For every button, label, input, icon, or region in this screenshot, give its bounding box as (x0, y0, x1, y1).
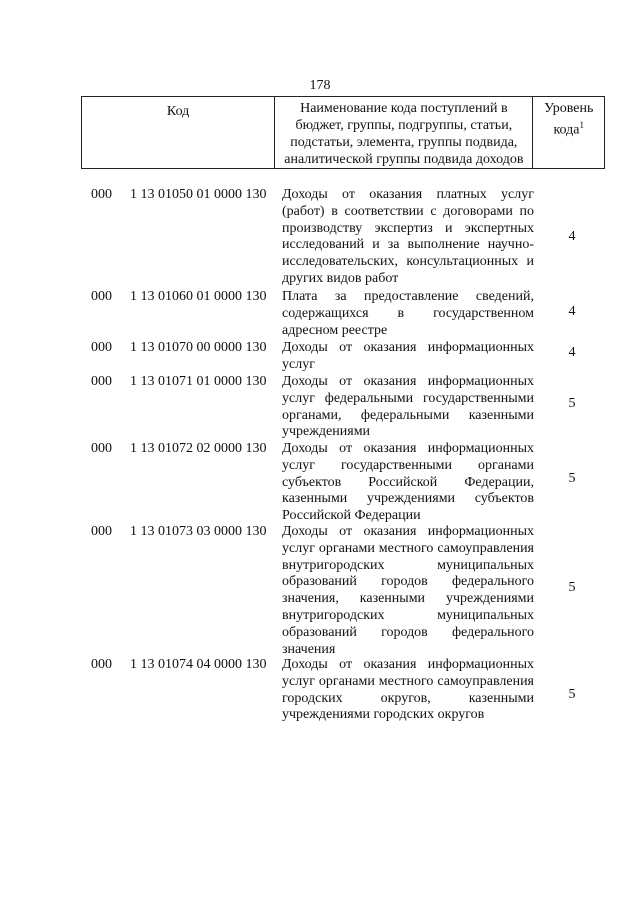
row-name: Доходы от оказания платных услуг (работ) в соответствии с договорами по производству экспертиз и экспертных исследований и за выполнение научно-исследовательских, консультационных и других видов работ (282, 187, 534, 286)
row-level: 4 (568, 345, 576, 360)
row-code: 1 13 01060 01 0000 130 (130, 289, 267, 304)
table-row (0, 657, 640, 747)
row-code: 1 13 01074 04 0000 130 (130, 657, 267, 672)
row-level: 4 (568, 304, 576, 319)
row-name: Плата за предоставление сведений, содержащихся в государственном адресном реестре (282, 289, 534, 338)
table-row (0, 187, 640, 297)
row-code: 1 13 01072 02 0000 130 (130, 441, 267, 456)
row-prefix: 000 (91, 374, 112, 389)
header-name: Наименование кода поступлений в бюджет, группы, подгруппы, статьи, подстатьи, элемента, группы подвида, аналитической группы подвида доходов (275, 97, 533, 169)
header-level-cell (533, 97, 605, 169)
row-code: 1 13 01050 01 0000 130 (130, 187, 267, 202)
row-name: Доходы от оказания информационных услуг государственными органами субъектов Российской Федерации, казенными учреждениями субъектов Российской Федерации (282, 441, 534, 524)
row-prefix: 000 (91, 187, 112, 202)
row-code: 1 13 01073 03 0000 130 (130, 524, 267, 539)
table-row (0, 340, 640, 375)
row-name: Доходы от оказания информационных услуг органами местного самоуправления внутригородских муниципальных образований городов федерального значения, казенными учреждениями внутригородских муниципальных образований городов федерального значения (282, 524, 534, 657)
row-name: Доходы от оказания информационных услуг органами местного самоуправления городских округов, казенными учреждениями городских округов (282, 657, 534, 723)
table-row (0, 374, 640, 442)
row-name: Доходы от оказания информационных услуг федеральными государственными органами, федеральными казенными учреждениями (282, 374, 534, 440)
row-level: 5 (568, 580, 576, 595)
row-prefix: 000 (91, 340, 112, 355)
row-code: 1 13 01070 00 0000 130 (130, 340, 267, 355)
table-row (0, 441, 640, 526)
row-prefix: 000 (91, 524, 112, 539)
header-level-footnote: 1 (579, 120, 584, 130)
row-level: 4 (568, 229, 576, 244)
header-code: Код (82, 97, 275, 169)
row-name: Доходы от оказания информационных услуг (282, 340, 534, 372)
row-prefix: 000 (91, 441, 112, 456)
row-prefix: 000 (91, 289, 112, 304)
table-header (81, 96, 605, 169)
row-code: 1 13 01071 01 0000 130 (130, 374, 267, 389)
row-prefix: 000 (91, 657, 112, 672)
page-number: 178 (309, 78, 331, 93)
row-level: 5 (568, 396, 576, 411)
table-row (0, 524, 640, 659)
row-level: 5 (568, 687, 576, 702)
row-level: 5 (568, 471, 576, 486)
header-level: Уровень кода (544, 101, 594, 138)
table-row (0, 289, 640, 341)
